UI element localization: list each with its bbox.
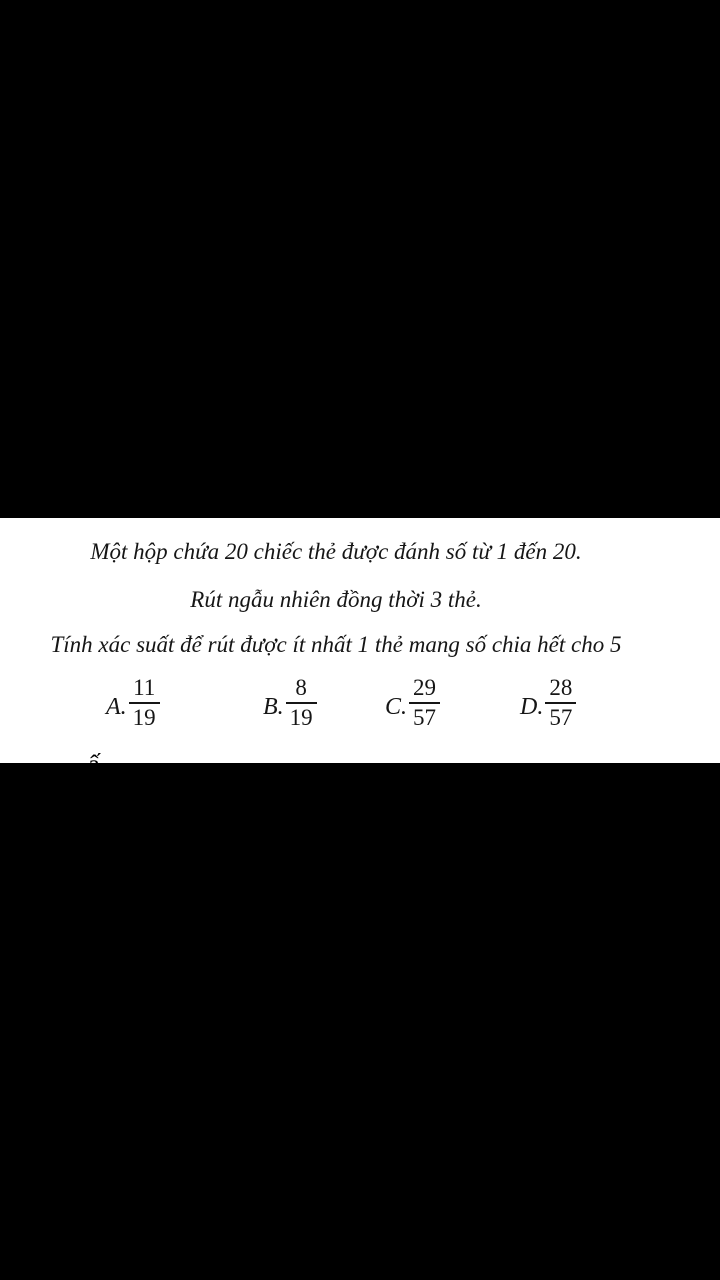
option-d bbox=[520, 676, 576, 730]
option-c-numerator: 29 bbox=[413, 675, 437, 700]
option-b-letter: B. bbox=[263, 694, 284, 720]
option-b-numerator: 8 bbox=[295, 675, 307, 700]
option-d-numerator: 28 bbox=[549, 675, 573, 700]
problem-line-1: Một hộp chứa 20 chiếc thẻ được đánh số từ 1 đến 20. bbox=[90, 539, 582, 564]
option-b-denominator: 19 bbox=[286, 702, 317, 730]
option-d-letter: D. bbox=[520, 694, 544, 720]
option-c-letter: C. bbox=[385, 694, 408, 720]
option-b bbox=[263, 676, 317, 730]
option-a-denominator: 19 bbox=[129, 702, 160, 730]
problem-line-2: Rút ngẫu nhiên đồng thời 3 thẻ. bbox=[190, 587, 482, 612]
option-a-letter: A. bbox=[106, 694, 127, 720]
option-a-fraction bbox=[129, 676, 160, 730]
option-c-denominator: 57 bbox=[409, 702, 440, 730]
option-a-numerator: 11 bbox=[133, 675, 156, 700]
option-d-denominator: 57 bbox=[545, 702, 576, 730]
problem-panel bbox=[0, 518, 720, 779]
option-d-fraction bbox=[545, 676, 576, 730]
option-a bbox=[106, 676, 160, 730]
option-b-fraction bbox=[286, 676, 317, 730]
problem-question-line: Tính xác suất để rút được ít nhất 1 thẻ mang số chia hết cho 5 bbox=[50, 632, 622, 657]
option-c-fraction bbox=[409, 676, 440, 730]
cutoff-glyph-fragment: ấ bbox=[88, 749, 100, 779]
option-c bbox=[385, 676, 440, 730]
